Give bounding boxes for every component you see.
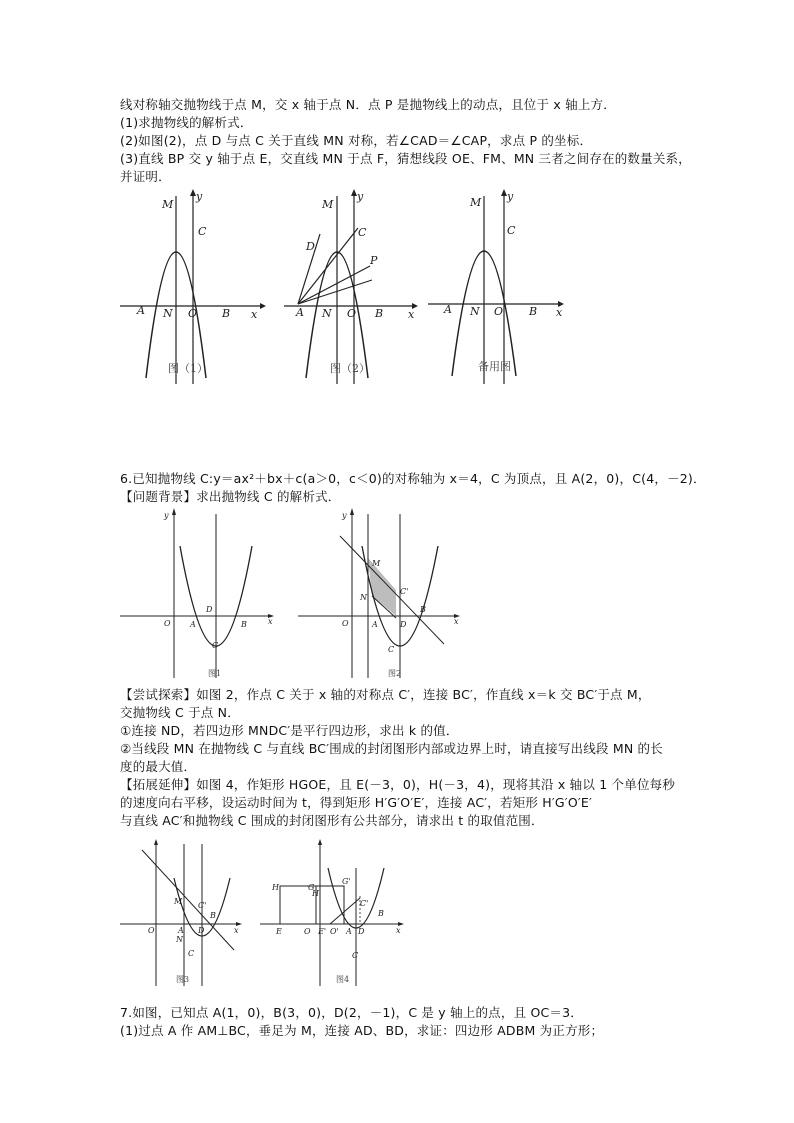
label-B: B: [529, 305, 538, 318]
label-M: M: [174, 897, 183, 906]
q6-cond2-line1: ②当线段 MN 在抛物线 C 与直线 BC′围成的封闭图形内部或边界上时，请直接写出线段 MN 的长: [120, 741, 663, 756]
label-D: D: [358, 927, 365, 936]
label-M: M: [372, 559, 381, 568]
label-N: N: [470, 305, 480, 318]
label-N: N: [360, 593, 367, 602]
label-O: O: [188, 307, 198, 320]
label-Hprime: H': [312, 889, 322, 898]
caption-fig4: 图4: [336, 975, 350, 984]
label-D: D: [400, 620, 407, 629]
label-x: x: [396, 926, 401, 935]
label-C: C: [212, 641, 219, 650]
label-N: N: [322, 307, 332, 320]
y-axis-arrow: [154, 839, 158, 845]
q5-intro: 线对称轴交抛物线于点 M，交 x 轴于点 N．点 P 是抛物线上的动点，且位于 x 轴上方．: [120, 97, 616, 112]
q5-figure-2: [284, 188, 424, 388]
caption-fig1: 图1: [208, 669, 222, 678]
label-A: A: [372, 620, 378, 629]
label-C: C: [507, 224, 516, 237]
q5-part3-line2: 并证明．: [120, 169, 171, 184]
label-y: y: [357, 190, 364, 203]
q6-figure-3: [118, 838, 248, 988]
q6-ext-line2: 的速度向右平移，设运动时间为 t，得到矩形 H′G′O′E′，连接 AC′，若矩形 H′G′O′E′: [120, 795, 593, 810]
label-Oprime: O': [330, 927, 339, 936]
q6-figure-1: [118, 506, 283, 680]
q5-figure-spare: [428, 188, 568, 388]
label-y: y: [507, 190, 514, 203]
label-B: B: [420, 605, 426, 614]
label-A: A: [296, 306, 304, 319]
label-N: N: [163, 307, 173, 320]
q6-ext-line1: 【拓展延伸】如图 4，作矩形 HGOE，且 E(－3，0)，H(－3，4)，现将其沿 x 轴以 1 个单位每秒: [120, 777, 676, 792]
label-Gprime: G': [342, 877, 351, 886]
label-x: x: [268, 617, 273, 626]
label-C: C: [352, 951, 359, 960]
label-B: B: [222, 307, 231, 320]
label-O: O: [304, 927, 311, 936]
label-B: B: [241, 620, 247, 629]
q5-figure-1: [118, 188, 268, 388]
label-A: A: [190, 620, 196, 629]
caption-fig3: 图3: [176, 975, 190, 984]
q6-try-line1: 【尝试探索】如图 2，作点 C 关于 x 轴的对称点 C′，连接 BC′，作直线 x＝k 交 BC′于点 M，: [120, 687, 651, 702]
caption-spare: 备用图: [478, 360, 511, 373]
label-O: O: [342, 619, 349, 628]
y-axis-arrow: [318, 839, 322, 845]
label-y: y: [164, 511, 169, 520]
label-Cprime: C': [360, 899, 369, 908]
segment-extra: [298, 280, 372, 304]
label-x: x: [454, 617, 459, 626]
label-H: H: [272, 883, 279, 892]
label-O: O: [347, 307, 357, 320]
label-O: O: [148, 926, 155, 935]
caption-fig2: 图（2）: [330, 362, 370, 375]
q5-part1: (1)求抛物线的解析式．: [120, 115, 253, 130]
label-O: O: [494, 305, 504, 318]
label-C: C: [358, 226, 367, 239]
q6-try-line2: 交抛物线 C 于点 N．: [120, 705, 240, 720]
label-B: B: [378, 909, 384, 918]
label-D: D: [198, 926, 205, 935]
label-Cprime: C': [400, 587, 409, 596]
label-N: N: [176, 935, 183, 944]
q5-part2: (2)如图(2)，点 D 与点 C 关于直线 MN 对称，若∠CAD＝∠CAP，求点 P 的坐标．: [120, 133, 593, 148]
label-A: A: [346, 927, 352, 936]
label-M: M: [470, 196, 482, 209]
q6-ext-line3: 与直线 AC′和抛物线 C 围成的封闭图形有公共部分，请求出 t 的取值范围．: [120, 813, 544, 828]
label-C: C: [388, 645, 395, 654]
q6-cond1: ①连接 ND，若四边形 MNDC′是平行四边形，求出 k 的值．: [120, 723, 459, 738]
label-B: B: [210, 911, 216, 920]
label-M: M: [322, 198, 334, 211]
label-Cprime: C': [198, 901, 207, 910]
q6-title: 6.已知抛物线 C:y＝ax²＋bx＋c(a＞0，c＜0)的对称轴为 x＝4，C 为顶点，且 A(2，0)，C(4，－2)．: [120, 471, 706, 486]
y-axis-arrow: [350, 508, 354, 515]
label-Eprime: E': [318, 927, 327, 936]
label-G: G: [308, 883, 315, 892]
label-D: D: [306, 240, 315, 253]
q5-part3-line1: (3)直线 BP 交 y 轴于点 E，交直线 MN 于点 F，猜想线段 OE、FM、MN 三者之间存在的数量关系，: [120, 151, 691, 166]
q7-part1: (1)过点 A 作 AM⊥BC，垂足为 M，连接 AD、BD，求证：四边形 ADBM 为正方形；: [120, 1023, 604, 1038]
label-M: M: [162, 198, 174, 211]
label-y: y: [196, 190, 203, 203]
label-P: P: [370, 254, 378, 267]
segment-AP: [298, 266, 370, 304]
label-y: y: [342, 511, 347, 520]
label-O: O: [164, 619, 171, 628]
q6-figure-2: [296, 506, 466, 680]
label-x: x: [408, 308, 415, 321]
q6-cond2-line2: 度的最大值．: [120, 759, 197, 774]
label-A: A: [137, 304, 145, 317]
q6-figure-4: [258, 838, 408, 988]
q6-background: 【问题背景】求出抛物线 C 的解析式．: [120, 489, 341, 504]
caption-fig2: 图2: [388, 669, 402, 678]
label-E: E: [276, 927, 282, 936]
label-D: D: [206, 605, 213, 614]
label-x: x: [251, 308, 258, 321]
label-B: B: [375, 307, 384, 320]
label-x: x: [234, 926, 239, 935]
label-C: C: [188, 949, 195, 958]
label-A: A: [444, 303, 452, 316]
label-x: x: [556, 306, 563, 319]
y-axis-arrow: [172, 508, 176, 515]
caption-fig1: 图（1）: [168, 362, 208, 375]
label-A: A: [178, 926, 184, 935]
x-axis-arrow: [260, 303, 266, 309]
label-C: C: [198, 225, 207, 238]
q7-title: 7.如图，已知点 A(1，0)，B(3，0)，D(2，－1)，C 是 y 轴上的点，且 OC＝3．: [120, 1005, 583, 1020]
